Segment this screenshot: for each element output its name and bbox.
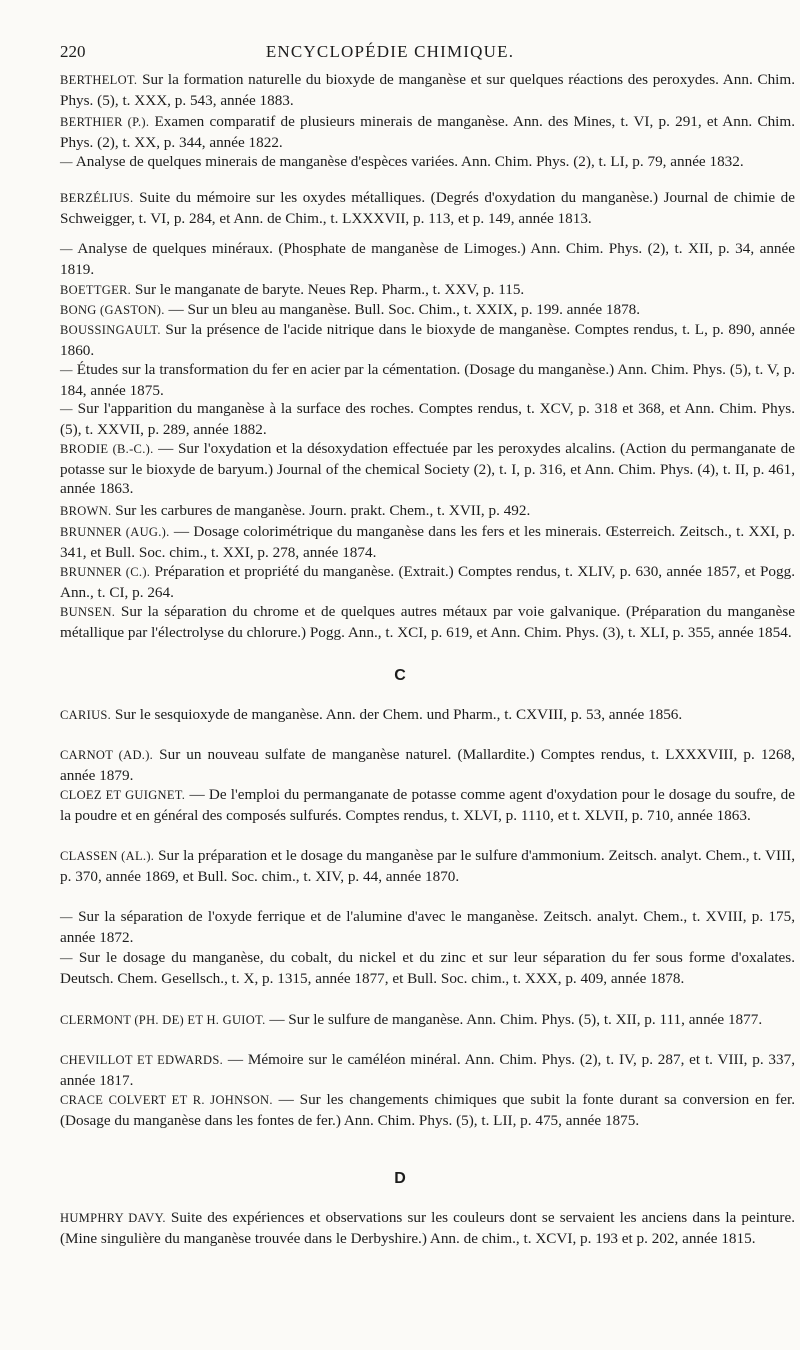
bibliography-entry	[60, 602, 795, 642]
page-header	[60, 40, 720, 68]
entry-author: —	[60, 910, 73, 924]
entry-text: — Mémoire sur le caméléon minéral. Ann. Chim. Phys. (2), t. IV, p. 287, et t. VIII, p. 337, année 1817.	[60, 1051, 796, 1089]
bibliography-entry	[60, 562, 795, 602]
entry-text: — Sur un bleu au manganèse. Bull. Soc. Chim., t. XXIX, p. 199. année 1878.	[168, 301, 641, 318]
entry-text: Sur la séparation du chrome et de quelques autres métaux par voie galvanique. (Préparation du manganèse métallique par l'électrolyse du chlorure.) Pogg. Ann., t. XCI, p. 619, et Ann. Chim. Phys. (3), t. XLI, p. 355, année 1854.	[60, 603, 795, 641]
bibliography-entry	[60, 705, 795, 726]
entry-text: — Sur les changements chimiques que subit la fonte durant sa conversion en fer. (Dosage du manganèse dans les fontes de fer.) Ann. Chim. Phys. (5), t. LII, p. 475, année 1875.	[60, 1091, 796, 1129]
entry-author: BERTHELOT.	[60, 73, 138, 87]
entry-author: BONG (GASTON).	[60, 303, 165, 317]
bibliography-entry	[60, 907, 795, 947]
entry-author: CLERMONT (PH. DE) ET H. GUIOT.	[60, 1013, 266, 1027]
bibliography-entry	[60, 399, 795, 439]
bibliography-entry	[60, 1090, 795, 1130]
bibliography-entry	[60, 300, 795, 321]
bibliography-entry	[60, 785, 795, 825]
entry-text: Sur la formation naturelle du bioxyde de manganèse et sur quelques réactions des peroxydes. Ann. Chim. Phys. (5), t. XXX, p. 543, année 1883.	[60, 71, 795, 109]
entry-author: BRUNNER (AUG.).	[60, 525, 170, 539]
entry-author: BRODIE (B.-C.).	[60, 442, 154, 456]
section-letter-c: C	[394, 667, 406, 684]
entry-author: BRUNNER (C.).	[60, 565, 151, 579]
entry-text: Analyse de quelques minéraux. (Phosphate de manganèse de Limoges.) Ann. Chim. Phys. (2), t. XII, p. 34, année 1819.	[60, 240, 795, 278]
bibliography-entry	[60, 948, 795, 988]
entry-text: Sur le dosage du manganèse, du cobalt, du nickel et du zinc et sur leur séparation du fer sous forme d'oxalates. Deutsch. Chem. Gesellsch., t. X, p. 1315, année 1877, et Bull. Soc. chim., t. XXX, p. 409, année 1878.	[60, 949, 796, 987]
bibliography-entry	[60, 439, 795, 499]
bibliography-entry	[60, 280, 795, 301]
entry-author: CARNOT (AD.).	[60, 748, 154, 762]
entry-author: BOUSSINGAULT.	[60, 323, 161, 337]
entry-text: — Sur l'oxydation et la désoxydation effectuée par les peroxydes alcalins. (Action du permanganate de potasse sur le bioxyde de baryum.) Journal of the chemical Society (2), t. I, p. 316, et Ann. Chim. Phys. (4), t. II, p. 461, année 1863.	[60, 440, 795, 497]
entry-author: CHEVILLOT ET EDWARDS.	[60, 1053, 224, 1067]
entry-text: Sur l'apparition du manganèse à la surface des roches. Comptes rendus, t. XCV, p. 318 et 368, et Ann. Chim. Phys. (5), t. XXVII, p. 289, année 1882.	[60, 400, 796, 438]
entry-author: CLASSEN (AL.).	[60, 849, 155, 863]
entry-author: BROWN.	[60, 504, 112, 518]
entry-text: Études sur la transformation du fer en acier par la cémentation. (Dosage du manganèse.) Ann. Chim. Phys. (5), t. V, p. 184, année 1875.	[60, 361, 796, 399]
bibliography-entry	[60, 1010, 795, 1031]
page-number: 220	[60, 42, 86, 61]
bibliography-entry	[60, 188, 795, 228]
entry-text: Examen comparatif de plusieurs minerais de manganèse. Ann. des Mines, t. VI, p. 291, et Ann. Chim. Phys. (2), t. XX, p. 344, année 1822.	[60, 113, 796, 151]
running-title: ENCYCLOPÉDIE CHIMIQUE.	[265, 42, 515, 61]
entry-author: —	[60, 402, 73, 416]
entry-text: Sur le sesquioxyde de manganèse. Ann. der Chem. und Pharm., t. CXVIII, p. 53, année 1856.	[114, 706, 683, 723]
bibliography-entry	[60, 745, 795, 785]
bibliography-entry	[60, 522, 795, 562]
entry-text: Suite du mémoire sur les oxydes métalliques. (Degrés d'oxydation du manganèse.) Journal de chimie de Schweigger, t. VI, p. 284, et Ann. de Chim., t. LXXXVII, p. 113, et p. 149, année 1813.	[60, 189, 796, 227]
bibliography-entry	[60, 1208, 795, 1248]
bibliography-entry	[60, 70, 795, 110]
entry-text: — Dosage colorimétrique du manganèse dans les fers et les minerais. Œsterreich. Zeitsch., t. XXI, p. 341, et Bull. Soc. chim., t. XXI, p. 278, année 1874.	[60, 523, 795, 561]
entry-text: Analyse de quelques minerais de manganèse d'espèces variées. Ann. Chim. Phys. (2), t. LI, p. 79, année 1832.	[75, 153, 744, 170]
entry-text: Préparation et propriété du manganèse. (Extrait.) Comptes rendus, t. XLIV, p. 630, année 1857, et Pogg. Ann., t. CI, p. 264.	[60, 563, 796, 601]
entry-text: Sur la préparation et le dosage du manganèse par le sulfure d'ammonium. Zeitsch. analyt. Chem., t. VIII, p. 370, année 1869, et Bull. Soc. chim., t. XIV, p. 44, année 1870.	[60, 847, 795, 885]
entry-author: HUMPHRY DAVY.	[60, 1211, 166, 1225]
entry-text: Sur la séparation de l'oxyde ferrique et de l'alumine d'avec le manganèse. Zeitsch. analyt. Chem., t. XVIII, p. 175, année 1872.	[60, 908, 796, 946]
bibliography-entry	[60, 360, 795, 400]
entry-text: Sur un nouveau sulfate de manganèse naturel. (Mallardite.) Comptes rendus, t. LXXXVIII, p. 1268, année 1879.	[60, 746, 796, 784]
entry-author: CARIUS.	[60, 708, 112, 722]
bibliography-entry	[60, 1050, 795, 1090]
entry-author: —	[60, 242, 73, 256]
bibliography-entry	[60, 239, 795, 279]
entry-text: Suite des expériences et observations sur les couleurs dont se servaient les anciens dans la peinture. (Mine singulière du manganèse trouvée dans le Derbyshire.) Ann. de chim., t. XCVI, p. 193 et p. 202, année 1815.	[60, 1209, 795, 1247]
entry-author: CRACE COLVERT ET R. JOHNSON.	[60, 1093, 273, 1107]
entry-author: BOETTGER.	[60, 283, 132, 297]
entry-text: — Sur le sulfure de manganèse. Ann. Chim. Phys. (5), t. XII, p. 111, année 1877.	[269, 1011, 763, 1028]
section-letter-d: D	[394, 1170, 406, 1187]
bibliography-entry	[60, 501, 795, 522]
entry-author: BERTHIER (P.).	[60, 115, 150, 129]
entry-text: Sur la présence de l'acide nitrique dans le bioxyde de manganèse. Comptes rendus, t. L, p. 890, année 1860.	[60, 321, 795, 359]
entry-author: —	[60, 155, 73, 169]
bibliography-entry	[60, 320, 795, 360]
entry-author: —	[60, 951, 73, 965]
bibliography-entry	[60, 112, 795, 152]
entry-text: — De l'emploi du permanganate de potasse comme agent d'oxydation pour le dosage du soufre, de la poudre et en général des composés sulfurés. Comptes rendus, t. XLVI, p. 1110, et t. XLVII, p. 710, année 1863.	[60, 786, 796, 824]
entry-author: —	[60, 363, 73, 377]
bibliography-entry	[60, 152, 795, 173]
entry-author: BUNSEN.	[60, 605, 116, 619]
bibliography-entry	[60, 846, 795, 886]
entry-text: Sur les carbures de manganèse. Journ. prakt. Chem., t. XVII, p. 492.	[115, 502, 531, 519]
entry-author: BERZÉLIUS.	[60, 191, 134, 205]
entry-text: Sur le manganate de baryte. Neues Rep. Pharm., t. XXV, p. 115.	[134, 281, 525, 298]
entry-author: CLOEZ ET GUIGNET.	[60, 788, 186, 802]
